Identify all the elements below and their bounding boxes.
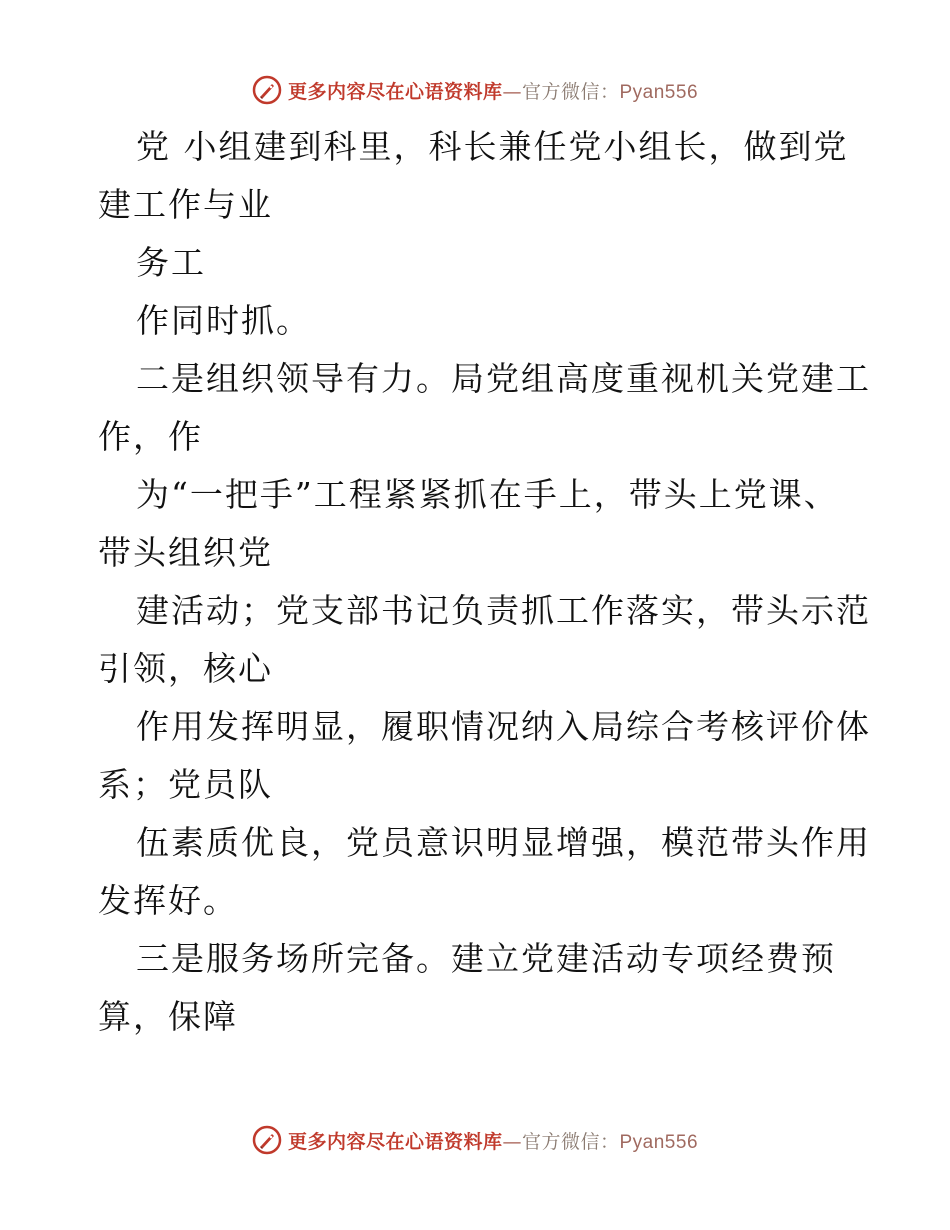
header-wechat-id: Pyan556 [619, 81, 699, 103]
document-body [98, 118, 871, 1046]
body-line: 作，作 [98, 417, 203, 456]
body-line: 务工 [136, 243, 206, 282]
body-line: 建工作与业 [98, 185, 273, 224]
header-official-label: 官方微信： [521, 80, 620, 103]
body-line: 算，保障 [98, 997, 238, 1036]
body-line: 为“一把手”工程紧紧抓在手上，带头上党课、 [136, 475, 839, 514]
body-line: 引领，核心 [98, 649, 273, 688]
header-text [288, 77, 698, 104]
body-line: 二是组织领导有力。局党组高度重视机关党建工 [136, 359, 871, 398]
body-line: 伍素质优良，党员意识明显增强，模范带头作用 [136, 823, 871, 862]
footer-text [288, 1127, 698, 1154]
body-line: 发挥好。 [98, 881, 238, 920]
body-line: 三是服务场所完备。建立党建活动专项经费预 [136, 939, 836, 978]
body-line: 带头组织党 [98, 533, 273, 572]
body-line: 建活动；党支部书记负责抓工作落实，带头示范 [136, 591, 871, 630]
header-banner [0, 70, 950, 110]
pen-nib-logo-icon [252, 1125, 282, 1155]
body-line: 系；党员队 [98, 765, 273, 804]
footer-brand: 更多内容尽在心语资料库 [287, 1130, 503, 1153]
footer-official-label: 官方微信： [521, 1130, 620, 1153]
header-dash: — [502, 80, 522, 103]
body-line: 作同时抓。 [136, 301, 311, 340]
footer-dash: — [502, 1130, 522, 1153]
body-line: 党 小组建到科里，科长兼任党小组长，做到党 [136, 127, 849, 166]
footer-wechat-id: Pyan556 [619, 1131, 699, 1153]
footer-banner [0, 1120, 950, 1160]
pen-nib-logo-icon [252, 75, 282, 105]
header-brand: 更多内容尽在心语资料库 [287, 80, 503, 103]
body-line: 作用发挥明显，履职情况纳入局综合考核评价体 [136, 707, 871, 746]
